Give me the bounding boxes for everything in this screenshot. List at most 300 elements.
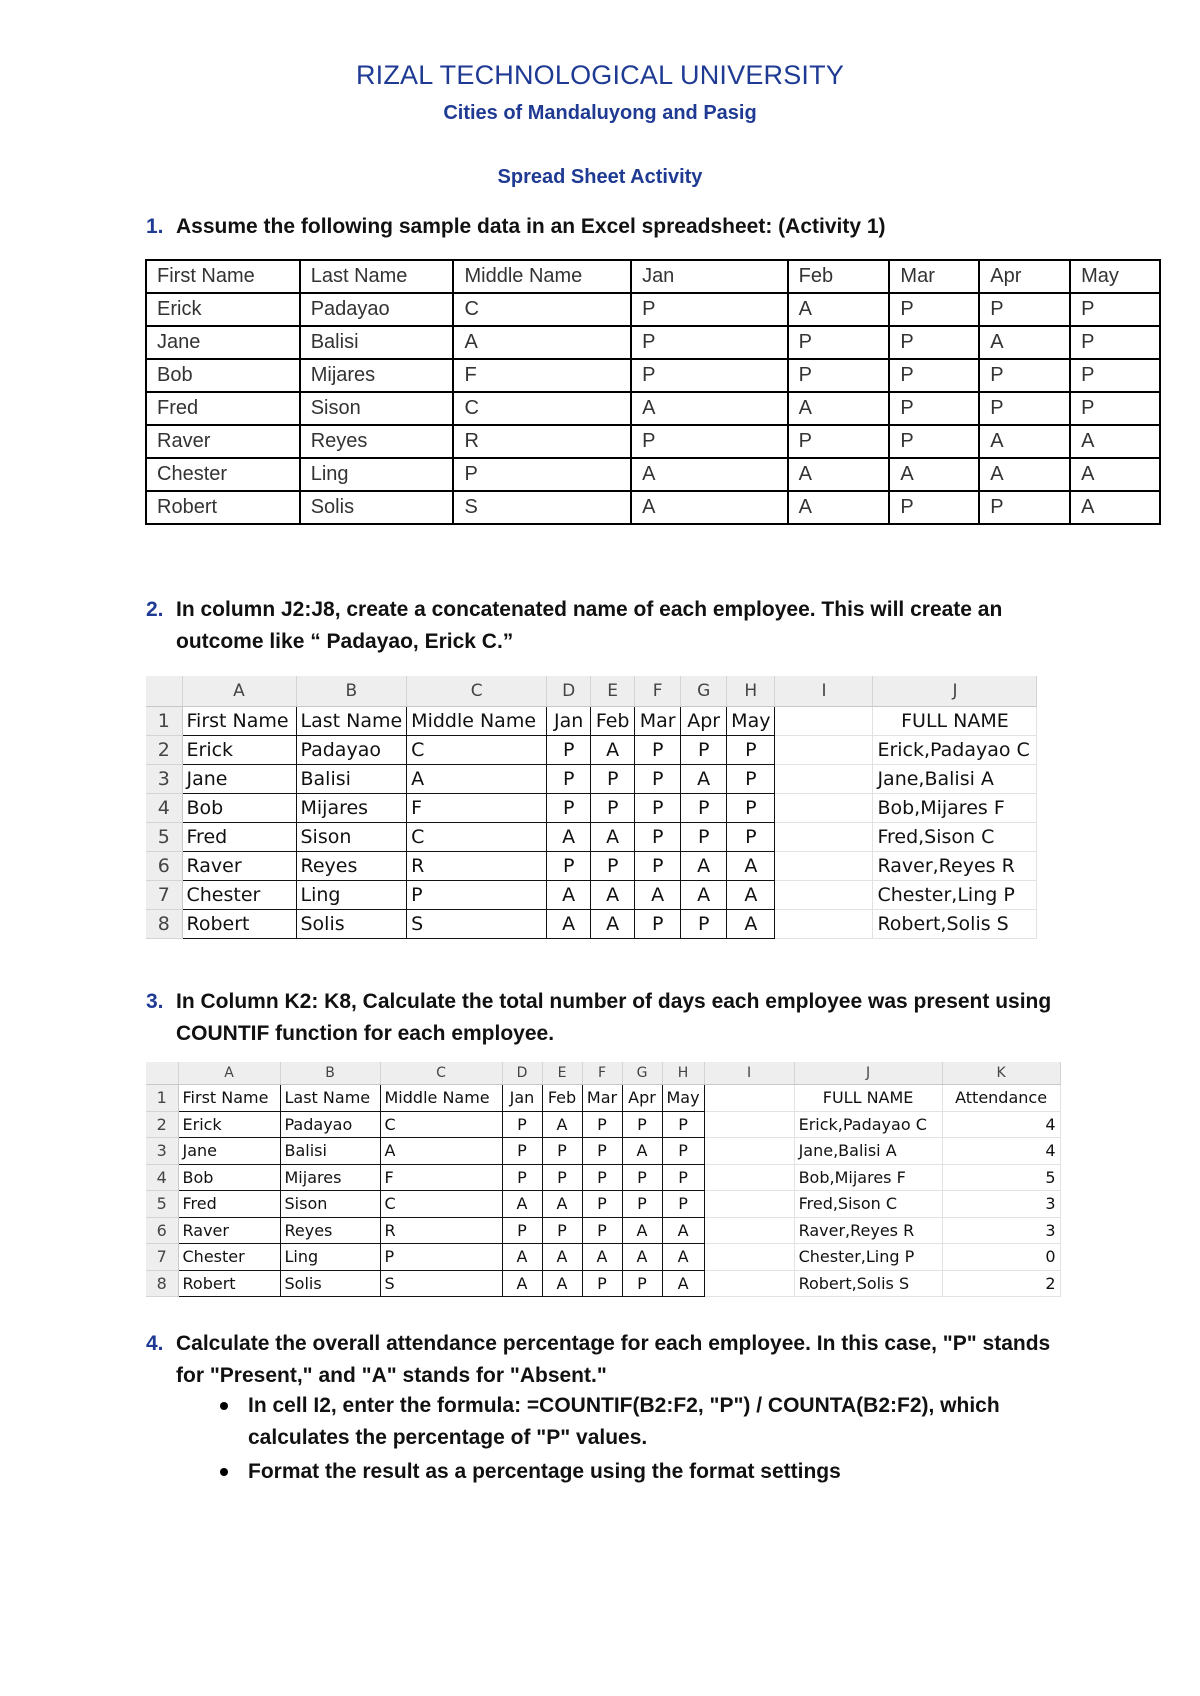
row-number: 5 [146,823,182,852]
sheet-cell: Erick,Padayao C [873,736,1037,765]
sheet-cell: P [591,852,635,881]
column-letter: F [635,676,681,707]
sheet-cell: 4 [942,1111,1060,1138]
table-cell: P [889,326,979,359]
sheet-cell: A [542,1191,582,1218]
sheet-cell: A [502,1244,542,1271]
sheet-cell: P [662,1164,704,1191]
table-cell: Chester [146,458,300,491]
sheet-cell: A [681,765,727,794]
spreadsheet-screenshot-attendance [146,1062,1061,1297]
sheet-cell: A [502,1191,542,1218]
sheet-cell: FULL NAME [873,707,1037,736]
sheet-cell: P [591,765,635,794]
sheet-cell: A [622,1217,662,1244]
sheet-cell: Jane [182,765,296,794]
sheet-cell: A [582,1244,622,1271]
sheet-cell: P [582,1217,622,1244]
column-letter: I [775,676,873,707]
table-cell: A [453,326,631,359]
sheet-cell: Raver [178,1217,280,1244]
sheet-cell: A [591,823,635,852]
sheet-cell: Robert [182,910,296,939]
sheet-cell: Robert,Solis S [873,910,1037,939]
column-letter: H [662,1062,704,1085]
column-header-row [146,1062,1060,1085]
table-cell: Erick [146,293,300,326]
sheet-cell: Erick [178,1111,280,1138]
sheet-cell: P [727,736,775,765]
sheet-cell: P [582,1111,622,1138]
sheet-cell: Raver,Reyes R [873,852,1037,881]
column-letter: D [502,1062,542,1085]
sheet-cell: A [407,765,547,794]
sheet-cell: P [547,736,591,765]
table-cell: P [453,458,631,491]
sheet-cell: P [635,765,681,794]
row-number: 7 [146,1244,178,1271]
sheet-row [146,1244,1060,1271]
table-cell: Ling [300,458,454,491]
sheet-cell: A [542,1244,582,1271]
sheet-cell: F [407,794,547,823]
sheet-cell: A [681,881,727,910]
bullet-text-a: In cell I2, enter the formula: [248,1394,527,1417]
sheet-cell: P [727,823,775,852]
sheet-cell: Balisi [280,1138,380,1165]
sheet-cell: Sison [296,823,407,852]
sheet-row [146,1138,1060,1165]
sheet-row [146,1270,1060,1297]
sheet-cell: Jan [502,1085,542,1112]
sheet-cell: A [547,881,591,910]
table-cell: A [631,392,788,425]
row-number: 8 [146,1270,178,1297]
sheet-cell: Jane,Balisi A [794,1138,942,1165]
sheet-row [146,1217,1060,1244]
column-letter: G [622,1062,662,1085]
table-cell: P [1070,359,1160,392]
bullet-item [220,1456,1040,1488]
sheet-cell: Middle Name [380,1085,502,1112]
sheet-cell: A [591,736,635,765]
table-header-cell: Last Name [300,260,454,293]
table-cell: Jane [146,326,300,359]
sheet-cell: P [502,1164,542,1191]
sheet-cell: A [622,1244,662,1271]
sheet-cell: FULL NAME [794,1085,942,1112]
table-cell: Robert [146,491,300,524]
sheet-cell: Fred [182,823,296,852]
select-all-corner [146,676,182,707]
sheet-cell: Jan [547,707,591,736]
column-letter: E [542,1062,582,1085]
sheet-cell: A [542,1111,582,1138]
sheet-cell: Solis [296,910,407,939]
sheet-cell: C [407,823,547,852]
sheet-cell: Bob,Mijares F [794,1164,942,1191]
sheet-cell: Chester [182,881,296,910]
sheet-cell: Padayao [280,1111,380,1138]
sheet-cell: Sison [280,1191,380,1218]
sheet-row [146,910,1037,939]
table-cell: Reyes [300,425,454,458]
sheet-cell: P [662,1111,704,1138]
sheet-cell: P [547,852,591,881]
sheet-cell: P [727,765,775,794]
sheet-cell [704,1085,794,1112]
sheet-cell: A [662,1270,704,1297]
sheet-cell: Chester,Ling P [794,1244,942,1271]
sheet-cell: First Name [182,707,296,736]
sheet-cell: 2 [942,1270,1060,1297]
sheet-row [146,794,1037,823]
sheet-cell: P [407,881,547,910]
sheet-cell: P [681,910,727,939]
table-header-cell: Jan [631,260,788,293]
table-cell: A [1070,491,1160,524]
table-header-cell: May [1070,260,1160,293]
table-cell: Fred [146,392,300,425]
table-header-cell: Feb [788,260,890,293]
table-cell: P [889,392,979,425]
sheet-cell: Fred,Sison C [873,823,1037,852]
sheet-cell [704,1191,794,1218]
table-cell: C [453,392,631,425]
question-1-number: 1. [146,215,164,238]
table-cell: A [979,425,1070,458]
column-letter: C [407,676,547,707]
table-cell: P [788,425,890,458]
sheet-cell: 3 [942,1191,1060,1218]
table-cell: C [453,293,631,326]
row-number: 7 [146,881,182,910]
sheet-cell: P [635,910,681,939]
sheet-cell: C [407,736,547,765]
sheet-cell: P [582,1138,622,1165]
column-letter: C [380,1062,502,1085]
sheet-cell: P [542,1164,582,1191]
sheet-cell: A [635,881,681,910]
bullet-icon [220,1402,228,1410]
table-cell: A [889,458,979,491]
spreadsheet-screenshot-fullname [146,676,1037,939]
sheet-cell [704,1244,794,1271]
row-number: 8 [146,910,182,939]
sheet-cell: A [727,852,775,881]
sheet-cell: 5 [942,1164,1060,1191]
sheet-cell: Reyes [296,852,407,881]
table-cell: Bob [146,359,300,392]
sheet-cell [704,1111,794,1138]
question-2-text [176,594,1056,658]
sheet-cell: 4 [942,1138,1060,1165]
table-row [146,359,1160,392]
sheet-cell [775,881,873,910]
sheet-cell [775,794,873,823]
sheet-cell: Bob,Mijares F [873,794,1037,823]
table-cell: P [631,293,788,326]
sheet-cell: A [547,823,591,852]
sheet-cell: Raver [182,852,296,881]
sheet-cell: Feb [542,1085,582,1112]
sheet-cell: P [681,794,727,823]
table-cell: P [1070,326,1160,359]
sheet-cell: Mar [635,707,681,736]
sheet-cell [775,765,873,794]
sheet-cell: P [681,823,727,852]
sheet-header-row [146,707,1037,736]
sheet-cell: Ling [296,881,407,910]
row-number: 6 [146,1217,178,1244]
sheet-row [146,765,1037,794]
sheet-cell [775,707,873,736]
sheet-cell: S [407,910,547,939]
sheet-cell: P [622,1270,662,1297]
sheet-cell: P [582,1270,622,1297]
sheet-cell: 3 [942,1217,1060,1244]
sheet-cell: Robert [178,1270,280,1297]
sheet-cell: P [542,1217,582,1244]
sheet-cell: A [591,881,635,910]
row-number: 4 [146,1164,178,1191]
sheet-cell: P [547,765,591,794]
sheet-cell: Solis [280,1270,380,1297]
bullet-text-a: Format the result as a percentage using the format settings [248,1460,841,1483]
sheet-cell: S [380,1270,502,1297]
sheet-cell: Bob [182,794,296,823]
sheet-cell: Jane [178,1138,280,1165]
table-cell: A [788,293,890,326]
table-cell: P [979,359,1070,392]
sheet-cell [704,1270,794,1297]
sheet-cell: Last Name [296,707,407,736]
question-2-text-a: In column J2:J8, create a concatenated name of each employee. This will create an outcome like “ [176,598,1003,653]
table-header-cell: First Name [146,260,300,293]
sheet-cell [775,823,873,852]
column-letter: G [681,676,727,707]
sheet-cell: A [727,881,775,910]
table-row [146,458,1160,491]
sheet-cell: A [542,1270,582,1297]
sheet-cell: A [662,1217,704,1244]
sheet-cell: P [635,736,681,765]
sheet-row [146,1164,1060,1191]
table-cell: P [889,359,979,392]
table-row [146,326,1160,359]
column-letter: B [280,1062,380,1085]
sheet-cell: Erick,Padayao C [794,1111,942,1138]
row-number: 4 [146,794,182,823]
bullet-text-c: , which calculates the percentage of "P" values. [248,1394,1000,1449]
table-cell: P [788,359,890,392]
sheet-cell: Raver,Reyes R [794,1217,942,1244]
column-letter: D [547,676,591,707]
sheet-row [146,852,1037,881]
sheet-cell: 0 [942,1244,1060,1271]
row-number: 3 [146,1138,178,1165]
sheet-row [146,881,1037,910]
column-letter: A [182,676,296,707]
sheet-cell: P [727,794,775,823]
sheet-cell: P [662,1191,704,1218]
table-cell: S [453,491,631,524]
column-header-row [146,676,1037,707]
table-cell: P [889,425,979,458]
sheet-cell: Reyes [280,1217,380,1244]
university-title: RIZAL TECHNOLOGICAL UNIVERSITY [355,60,845,90]
sheet-cell: Mijares [296,794,407,823]
sheet-cell: R [380,1217,502,1244]
table-cell: Raver [146,425,300,458]
question-3-number: 3. [146,990,164,1013]
select-all-corner [146,1062,178,1085]
sheet-cell: Robert,Solis S [794,1270,942,1297]
table-cell: Solis [300,491,454,524]
sheet-cell: Ling [280,1244,380,1271]
sheet-cell: C [380,1191,502,1218]
table-cell: P [631,359,788,392]
sheet-cell: Feb [591,707,635,736]
sheet-cell: A [727,910,775,939]
sheet-cell: P [591,794,635,823]
table-cell: A [788,491,890,524]
sheet-cell: Padayao [296,736,407,765]
sheet-cell: P [582,1191,622,1218]
sheet-cell [704,1138,794,1165]
sheet-cell [704,1164,794,1191]
sheet-cell: P [502,1111,542,1138]
bullet-item [220,1390,1040,1454]
bullet-formula: =COUNTIF(B2:F2, "P") / COUNTA(B2:F2) [526,1394,929,1417]
question-4-bullets [220,1390,1040,1490]
sheet-cell: P [622,1164,662,1191]
sheet-header-row [146,1085,1060,1112]
campus-subtitle: Cities of Mandaluyong and Pasig [443,102,757,124]
table-cell: A [1070,425,1160,458]
column-letter: J [794,1062,942,1085]
column-letter: I [704,1062,794,1085]
table-row [146,491,1160,524]
table-cell: P [889,491,979,524]
sheet-cell: P [502,1217,542,1244]
sheet-cell: Jane,Balisi A [873,765,1037,794]
sheet-cell: Attendance [942,1085,1060,1112]
table-cell: F [453,359,631,392]
bullet-icon [220,1468,228,1476]
sheet-cell: P [635,823,681,852]
sheet-cell: Erick [182,736,296,765]
sheet-cell: P [662,1138,704,1165]
table-cell: A [631,491,788,524]
sheet-cell: A [547,910,591,939]
sheet-cell: P [502,1138,542,1165]
sheet-cell: A [591,910,635,939]
row-number: 2 [146,1111,178,1138]
table-cell: P [788,326,890,359]
column-letter: E [591,676,635,707]
table-cell: Mijares [300,359,454,392]
sheet-cell: First Name [178,1085,280,1112]
sheet-cell: P [622,1191,662,1218]
sheet-cell: P [681,736,727,765]
table-cell: A [788,458,890,491]
table-cell: P [631,326,788,359]
sheet-cell: May [662,1085,704,1112]
sheet-cell: C [380,1111,502,1138]
sheet-cell: P [582,1164,622,1191]
sheet-row [146,823,1037,852]
sheet-cell: Apr [622,1085,662,1112]
table-cell: P [1070,392,1160,425]
sheet-cell: F [380,1164,502,1191]
table-cell: Balisi [300,326,454,359]
sheet-cell: Balisi [296,765,407,794]
row-number: 3 [146,765,182,794]
column-letter: K [942,1062,1060,1085]
sheet-cell [775,736,873,765]
table-cell: P [979,392,1070,425]
sheet-row [146,736,1037,765]
column-letter: H [727,676,775,707]
sheet-cell: P [635,794,681,823]
column-letter: A [178,1062,280,1085]
sheet-row [146,1111,1060,1138]
sheet-cell: A [502,1270,542,1297]
sheet-cell: A [380,1138,502,1165]
question-2-number: 2. [146,598,164,621]
sheet-cell: A [681,852,727,881]
sheet-cell: May [727,707,775,736]
sheet-cell: Fred [178,1191,280,1218]
table-header-cell: Mar [889,260,979,293]
activity-title: Spread Sheet Activity [497,166,703,188]
row-number: 6 [146,852,182,881]
sheet-cell: P [547,794,591,823]
sample-data-table [145,259,1161,525]
table-cell: Sison [300,392,454,425]
table-header-row [146,260,1160,293]
sheet-cell: Fred,Sison C [794,1191,942,1218]
table-cell: A [979,326,1070,359]
question-1-text: Assume the following sample data in an Excel spreadsheet: (Activity 1) [176,215,886,238]
table-cell: A [788,392,890,425]
table-cell: P [979,293,1070,326]
table-cell: Padayao [300,293,454,326]
sheet-cell: P [635,852,681,881]
sheet-cell: Middle Name [407,707,547,736]
table-cell: R [453,425,631,458]
question-2-example: Padayao, Erick C.” [320,630,514,653]
sheet-cell: P [542,1138,582,1165]
row-number: 1 [146,1085,178,1112]
table-cell: A [631,458,788,491]
sheet-cell: Mijares [280,1164,380,1191]
question-3-text: In Column K2: K8, Calculate the total number of days each employee was present using COUNTIF function for each employee. [176,990,1052,1045]
row-number: 1 [146,707,182,736]
sheet-cell: Last Name [280,1085,380,1112]
question-4-number: 4. [146,1332,164,1355]
sheet-cell: Chester,Ling P [873,881,1037,910]
table-cell: A [1070,458,1160,491]
question-4-text: Calculate the overall attendance percentage for each employee. In this case, "P" stands for "Present," and "A" stands for "Absent." [176,1332,1051,1387]
sheet-cell: P [380,1244,502,1271]
sheet-cell: Chester [178,1244,280,1271]
sheet-row [146,1191,1060,1218]
table-cell: P [979,491,1070,524]
sheet-cell [775,910,873,939]
column-letter: J [873,676,1037,707]
